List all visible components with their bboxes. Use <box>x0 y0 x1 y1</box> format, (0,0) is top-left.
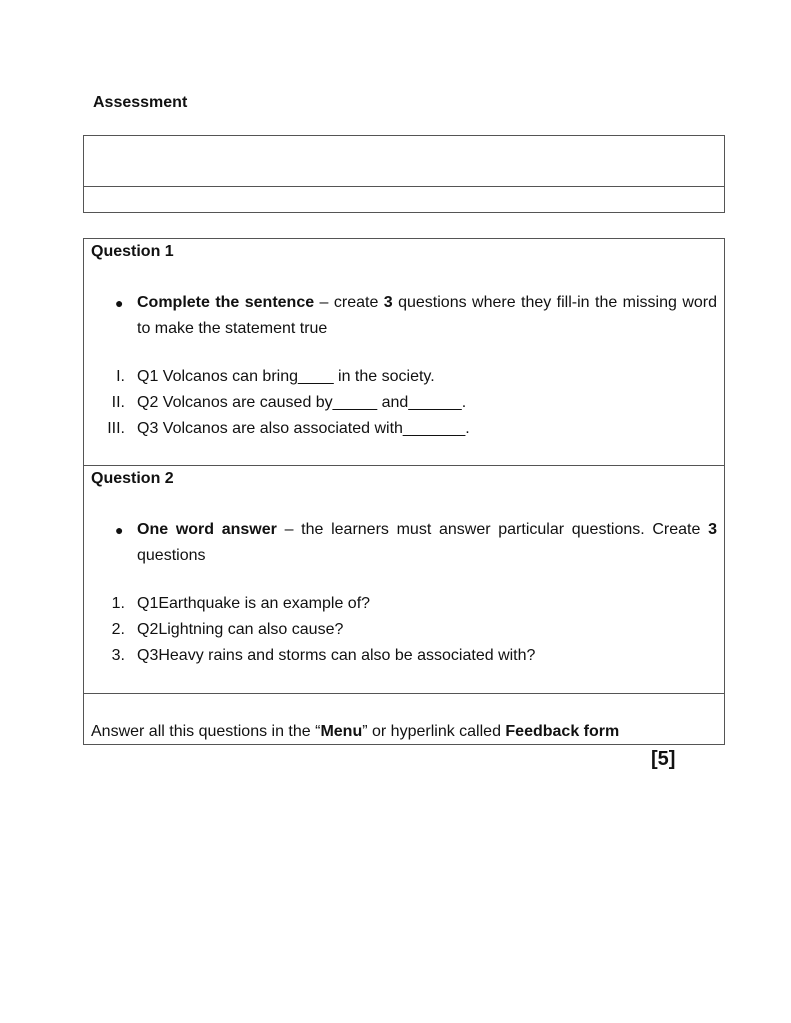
question-2-heading: Question 2 <box>91 470 174 487</box>
question-2-cell <box>84 466 724 694</box>
list-item-text: Q1 Volcanos can bring____ in the society. <box>137 368 435 385</box>
instruction-count: 3 <box>708 521 717 538</box>
list-item-number: I. <box>116 368 125 385</box>
header-table <box>83 135 725 213</box>
list-item <box>91 617 717 643</box>
question-2-list <box>91 591 717 669</box>
page-title: Assessment <box>93 94 188 111</box>
list-item-number: 3. <box>111 647 125 664</box>
footer-instruction <box>91 722 718 742</box>
question-1-list <box>91 364 717 442</box>
list-item <box>91 643 717 669</box>
instruction-rest: questions where they fill-in the missing word to make the statement true <box>137 294 718 337</box>
instruction-count: 3 <box>383 294 393 311</box>
feedback-form-link[interactable]: Feedback form <box>505 723 620 740</box>
instruction-mid: – the learners must answer particular questions. Create <box>276 521 709 538</box>
list-item-text: Q1Earthquake is an example of? <box>137 595 371 612</box>
instruction-rest: questions <box>137 547 206 564</box>
list-item <box>91 416 717 442</box>
list-item-text: Q2 Volcanos are caused by_____ and______. <box>137 394 467 411</box>
list-item-text: Q3 Volcanos are also associated with_______. <box>137 420 470 437</box>
header-table-row-1 <box>84 136 724 187</box>
bullet-icon: ● <box>115 522 124 538</box>
question-1-cell <box>84 239 724 466</box>
footer-prefix: Answer all this questions in the “ <box>91 723 321 740</box>
list-item-text: Q2Lightning can also cause? <box>137 621 344 638</box>
instruction-lead: One word answer <box>137 521 277 538</box>
question-1-heading: Question 1 <box>91 243 174 260</box>
list-item <box>91 364 717 390</box>
list-item-number: II. <box>111 394 125 411</box>
question-2-instruction <box>91 517 717 569</box>
menu-link[interactable]: Menu <box>320 723 363 740</box>
footer-cell <box>84 694 724 744</box>
list-item <box>91 390 717 416</box>
list-item-number: 1. <box>111 595 125 612</box>
bullet-icon: ● <box>115 295 124 311</box>
questions-table <box>83 238 725 745</box>
list-item-number: III. <box>107 420 125 437</box>
list-item <box>91 591 717 617</box>
instruction-lead: Complete the sentence <box>137 294 315 311</box>
total-marks: [5] <box>651 748 676 770</box>
instruction-mid: – create <box>314 294 384 311</box>
footer-middle: ” or hyperlink called <box>362 723 506 740</box>
list-item-number: 2. <box>111 621 125 638</box>
question-1-instruction <box>91 290 717 342</box>
list-item-text: Q3Heavy rains and storms can also be associated with? <box>137 647 536 664</box>
